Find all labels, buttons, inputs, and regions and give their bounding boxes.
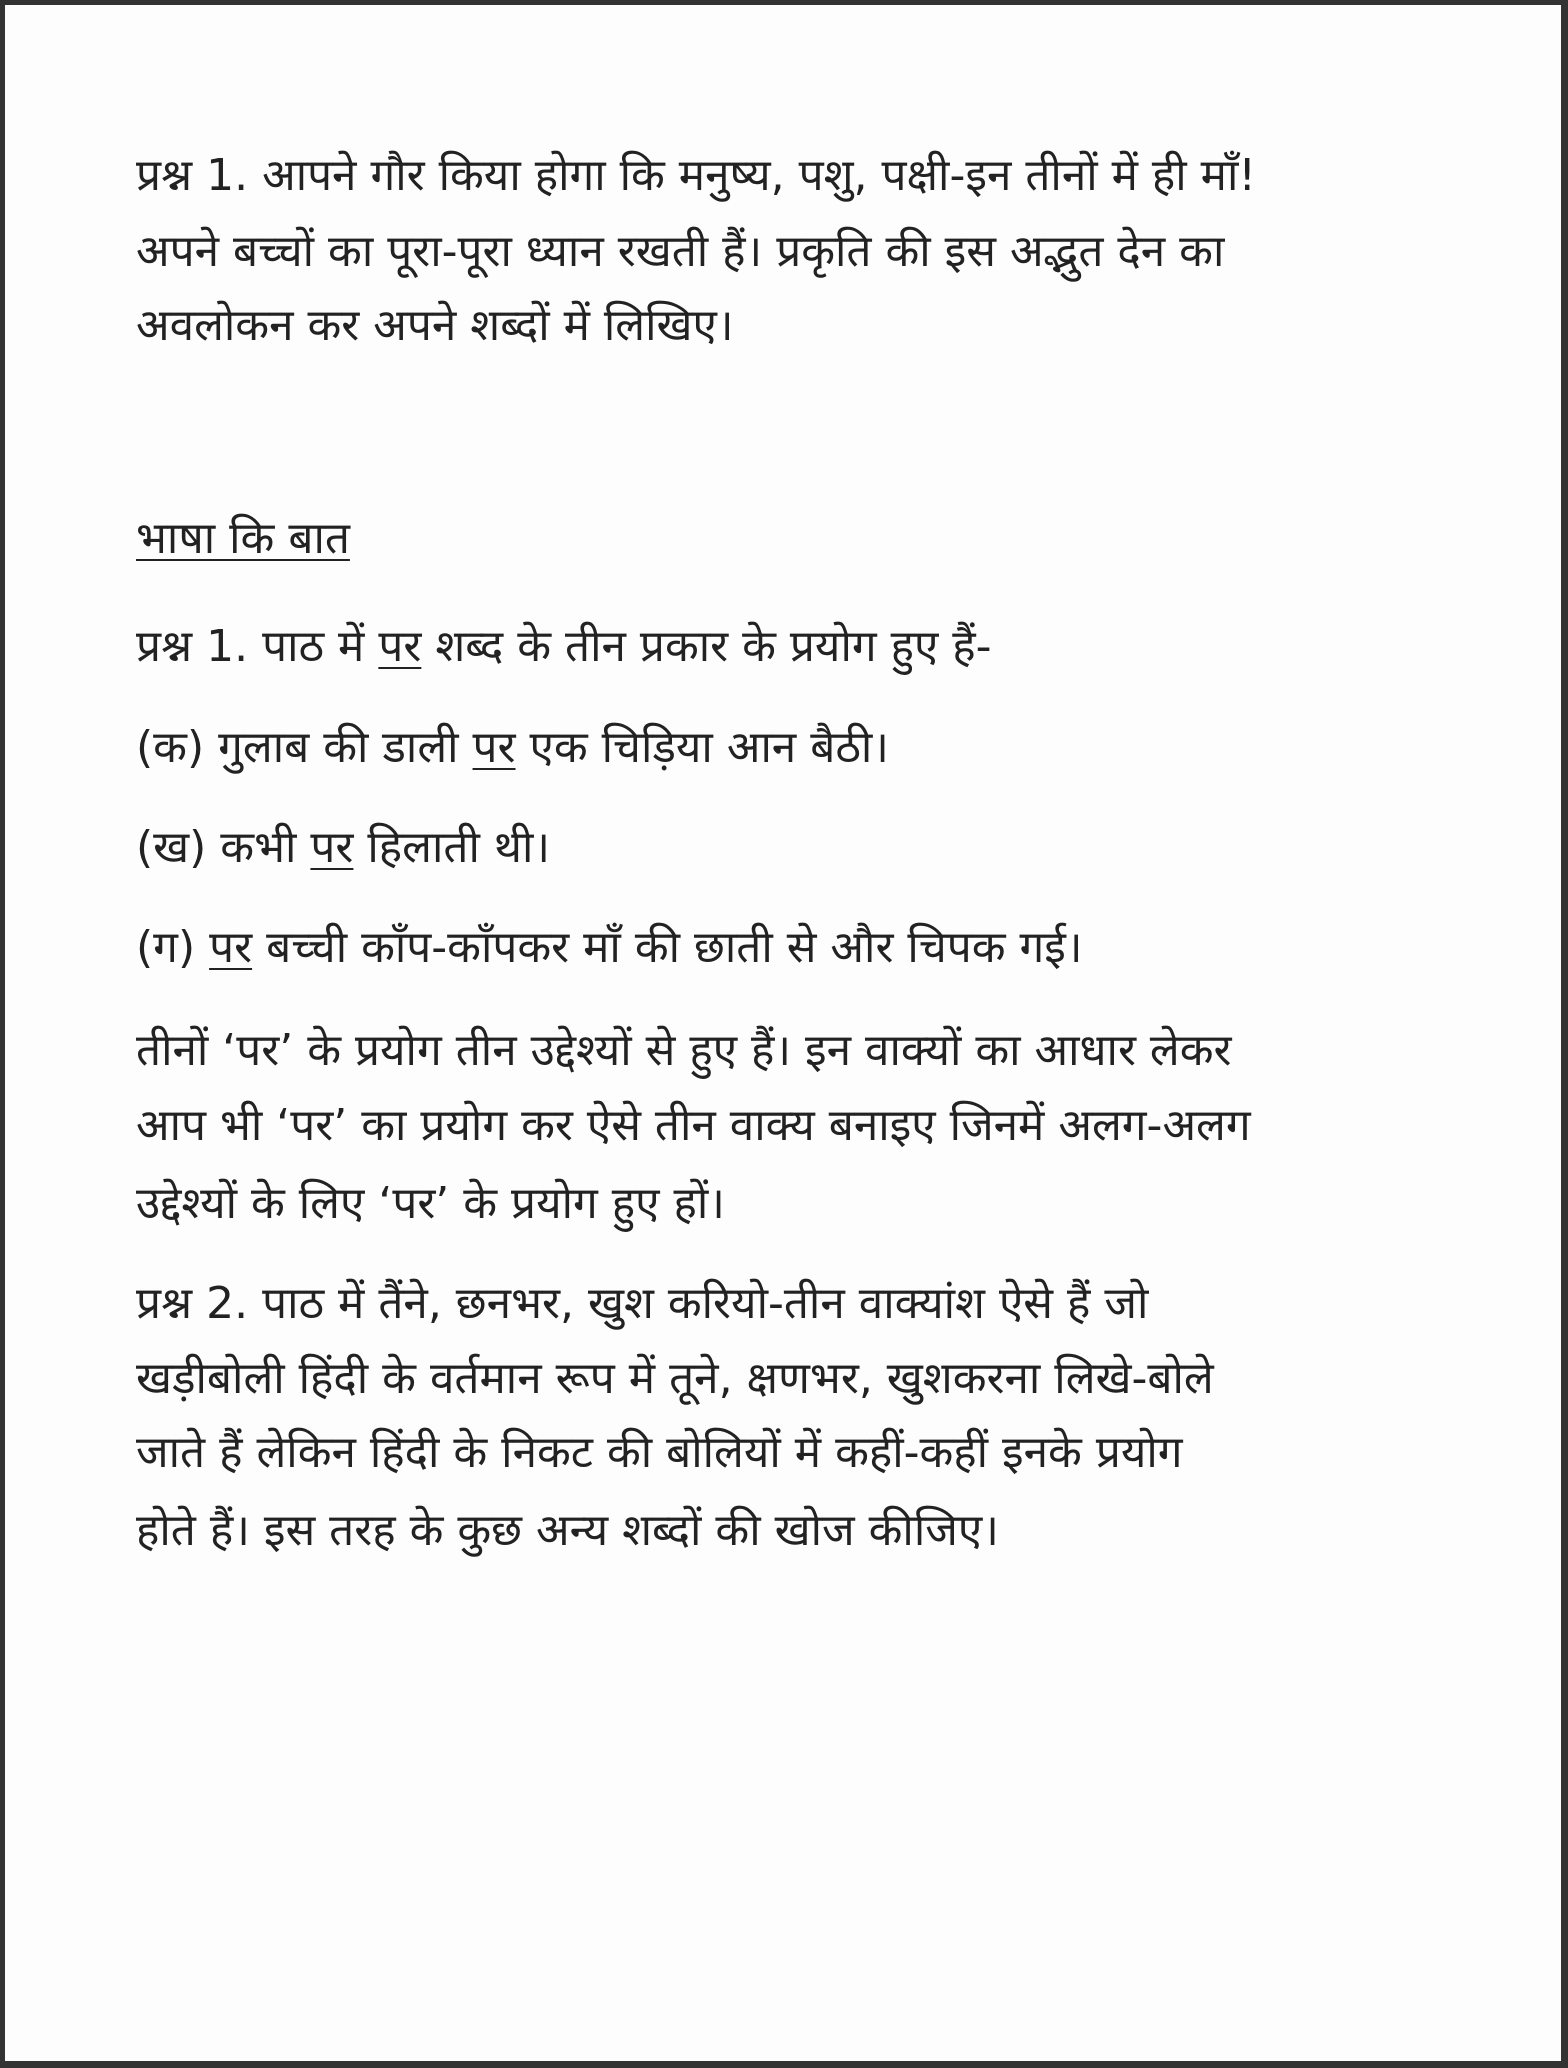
text: (ख) कभी xyxy=(136,822,311,873)
text: (ग) xyxy=(136,922,210,973)
underlined-word: पर xyxy=(209,922,253,973)
instruction-line: तीनों ‘पर’ के प्रयोग तीन उद्देश्यों से हुए हैं। इन वाक्यों का आधार लेकर xyxy=(136,1025,1232,1076)
example-ka xyxy=(136,718,889,778)
document-page xyxy=(5,5,1561,2061)
text: प्रश्न 1. पाठ में xyxy=(136,621,379,672)
text: (क) गुलाब की डाली xyxy=(136,722,473,773)
text: एक चिड़िया आन बैठी। xyxy=(515,722,889,773)
lang-q1-question xyxy=(136,617,992,677)
lang-q2-line: जाते हैं लेकिन हिंदी के निकट की बोलियों में कहीं-कहीं इनके प्रयोग xyxy=(136,1427,1183,1478)
text: हिलाती थी। xyxy=(353,822,551,873)
instruction-line: आप भी ‘पर’ का प्रयोग कर ऐसे तीन वाक्य बनाइए जिनमें अलग-अलग xyxy=(136,1100,1251,1151)
lang-q2-line: खड़ीबोली हिंदी के वर्तमान रूप में तूने, क्षणभर, खुशकरना लिखे-बोले xyxy=(136,1353,1214,1404)
q1-intro-line: प्रश्न 1. आपने गौर किया होगा कि मनुष्य, पशु, पक्षी-इन तीनों में ही माँ! xyxy=(136,150,1257,201)
text: बच्ची काँप-काँपकर माँ की छाती से और चिपक गई। xyxy=(252,922,1083,973)
lang-q2-line: होते हैं। इस तरह के कुछ अन्य शब्दों की खोज कीजिए। xyxy=(136,1505,999,1556)
example-ga xyxy=(136,918,1083,978)
q1-intro-line: अवलोकन कर अपने शब्दों में लिखिए। xyxy=(136,300,734,351)
underlined-word: पर xyxy=(472,722,516,773)
underlined-word: पर xyxy=(310,822,354,873)
lang-q2-line: प्रश्न 2. पाठ में तैंने, छनभर, खुश करियो-तीन वाक्यांश ऐसे हैं जो xyxy=(136,1278,1149,1329)
text: शब्द के तीन प्रकार के प्रयोग हुए हैं- xyxy=(421,621,992,672)
instruction-line: उद्देश्यों के लिए ‘पर’ के प्रयोग हुए हों। xyxy=(136,1178,725,1229)
example-kha xyxy=(136,818,550,878)
underlined-word: पर xyxy=(378,621,422,672)
section-heading: भाषा कि बात xyxy=(136,513,350,564)
q1-intro-line: अपने बच्चों का पूरा-पूरा ध्यान रखती हैं। प्रकृति की इस अद्भुत देन का xyxy=(136,226,1225,277)
